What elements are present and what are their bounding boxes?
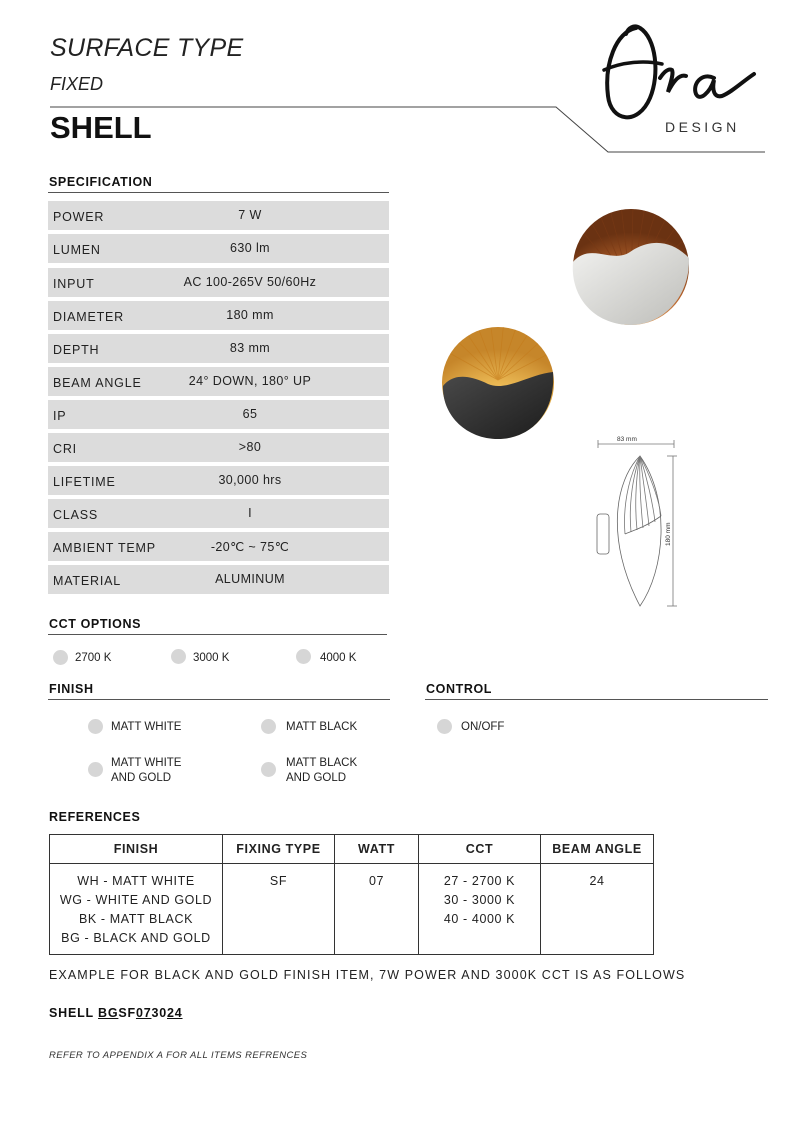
spec-row-ambient-temp	[48, 532, 389, 561]
code-part-cct: 30	[151, 1006, 167, 1020]
radio-dot-icon[interactable]	[88, 762, 103, 777]
radio-dot-icon[interactable]	[53, 650, 68, 665]
column-header-beam-angle: BEAM ANGLE	[541, 835, 654, 864]
spec-value: >80	[238, 440, 262, 454]
spec-row-input	[48, 268, 389, 297]
black-gold-lamp-photo	[442, 320, 554, 439]
spec-label: LIFETIME	[53, 475, 116, 489]
radio-dot-icon[interactable]	[261, 719, 276, 734]
code-part-finish: BG	[98, 1006, 119, 1020]
cct-codes-cell	[419, 864, 541, 955]
spec-label: CRI	[53, 442, 77, 456]
spec-label: DEPTH	[53, 343, 100, 357]
finish-codes-cell	[50, 864, 223, 955]
product-photos	[440, 200, 740, 450]
cct-options-rule	[48, 634, 387, 635]
example-text: EXAMPLE FOR BLACK AND GOLD FINISH ITEM, 7W POWER AND 3000K CCT IS AS FOLLOWS	[49, 968, 686, 982]
spec-row-ip	[48, 400, 389, 429]
specification-heading: SPECIFICATION	[49, 175, 153, 189]
spec-value: AC 100-265V 50/60Hz	[183, 275, 317, 289]
appendix-note: REFER TO APPENDIX A FOR ALL ITEMS REFRENCES	[49, 1050, 308, 1061]
cct-option-label: 2700 K	[75, 652, 112, 664]
spec-label: MATERIAL	[53, 574, 121, 588]
spec-label: AMBIENT TEMP	[53, 541, 156, 555]
spec-value: I	[248, 506, 252, 520]
radio-dot-icon[interactable]	[437, 719, 452, 734]
table-row	[50, 864, 654, 955]
code-part-fixing: SF	[118, 1006, 136, 1020]
code-prefix: SHELL	[49, 1006, 99, 1020]
column-header-fixing-type: FIXING TYPE	[223, 835, 335, 864]
column-header-cct: CCT	[419, 835, 541, 864]
spec-label: DIAMETER	[53, 310, 124, 324]
finish-rule	[48, 699, 390, 700]
references-heading: REFERENCES	[49, 810, 141, 824]
finish-option-label: MATT BLACK	[286, 721, 358, 733]
white-gold-lamp-photo	[573, 205, 690, 325]
spec-row-material	[48, 565, 389, 594]
spec-row-depth	[48, 334, 389, 363]
column-header-finish: FINISH	[50, 835, 223, 864]
beam-angle-cell: 24	[541, 864, 654, 955]
spec-value: -20℃ ~ 75℃	[210, 540, 290, 554]
cct-options-heading: CCT OPTIONS	[49, 617, 142, 631]
spec-label: BEAM ANGLE	[53, 376, 142, 390]
code-part-watt: 07	[135, 1006, 152, 1020]
spec-value: 83 mm	[229, 341, 271, 355]
specification-rule	[48, 192, 389, 193]
logo-design-wordmark: DESIGN	[665, 119, 740, 135]
depth-dimension-label: 83 mm	[617, 436, 637, 443]
table-header-row	[50, 835, 654, 864]
finish-option-label: MATT WHITE AND GOLD	[111, 757, 182, 784]
surface-subtype: FIXED	[50, 74, 104, 94]
references-table	[49, 834, 654, 955]
spec-row-class	[48, 499, 389, 528]
spec-value: 180 mm	[226, 308, 274, 322]
finish-code: WH - MATT WHITE	[77, 874, 195, 888]
finish-option-label: MATT WHITE	[111, 721, 182, 733]
control-rule	[425, 699, 768, 700]
watt-cell: 07	[335, 864, 419, 955]
finish-code: BK - MATT BLACK	[78, 912, 194, 926]
radio-dot-icon[interactable]	[296, 649, 311, 664]
spec-label: POWER	[53, 210, 105, 224]
logo-script-mark	[598, 18, 763, 128]
spec-row-diameter	[48, 301, 389, 330]
code-part-beam: 24	[167, 1006, 183, 1020]
spec-value: 30,000 hrs	[218, 473, 282, 487]
cct-code: 27 - 2700 K	[443, 874, 516, 888]
cct-option-label: 3000 K	[193, 652, 230, 664]
column-header-watt: WATT	[335, 835, 419, 864]
diameter-dimension-label: 180 mm	[665, 522, 672, 546]
spec-row-lumen	[48, 234, 389, 263]
control-heading: CONTROL	[426, 682, 492, 696]
radio-dot-icon[interactable]	[261, 762, 276, 777]
spec-value: 65	[242, 407, 258, 421]
example-item-code	[49, 1006, 183, 1020]
finish-option-label: MATT BLACK AND GOLD	[286, 757, 358, 784]
spec-value: 7 W	[238, 208, 262, 222]
spec-row-power	[48, 201, 389, 230]
brand-logo	[598, 18, 763, 133]
product-name: SHELL	[50, 110, 152, 145]
spec-row-cri	[48, 433, 389, 462]
finish-code: WG - WHITE AND GOLD	[59, 893, 213, 907]
cct-code: 30 - 3000 K	[443, 893, 516, 907]
fixing-type-cell: SF	[223, 864, 335, 955]
spec-label: CLASS	[53, 508, 98, 522]
spec-label: IP	[53, 409, 67, 423]
radio-dot-icon[interactable]	[88, 719, 103, 734]
finish-heading: FINISH	[49, 682, 94, 696]
spec-label: INPUT	[53, 277, 95, 291]
finish-code: BG - BLACK AND GOLD	[61, 931, 211, 945]
surface-type-title: SURFACE TYPE	[50, 34, 244, 62]
cct-option-label: 4000 K	[320, 652, 357, 664]
control-option-label: ON/OFF	[461, 721, 505, 733]
spec-row-lifetime	[48, 466, 389, 495]
radio-dot-icon[interactable]	[171, 649, 186, 664]
spec-value: 630 lm	[230, 241, 270, 255]
spec-row-beam-angle	[48, 367, 389, 396]
spec-value: 24° DOWN, 180° UP	[188, 374, 312, 388]
spec-value: ALUMINUM	[215, 572, 285, 586]
dimension-drawing	[585, 430, 695, 610]
spec-label: LUMEN	[53, 243, 101, 257]
cct-code: 40 - 4000 K	[443, 912, 516, 926]
